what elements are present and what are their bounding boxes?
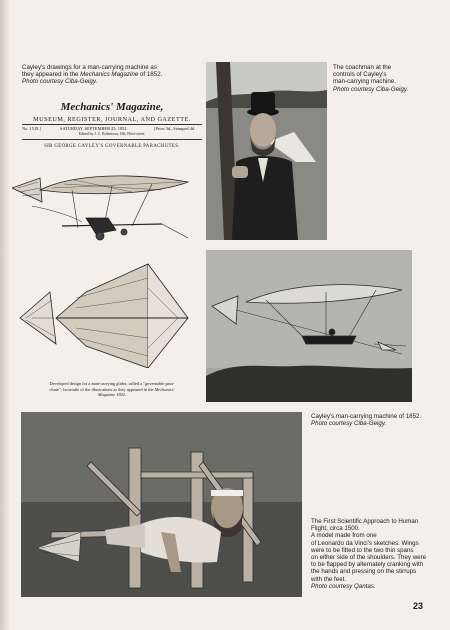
photo-credit: Photo courtesy Ciba-Geigy. — [333, 85, 409, 93]
divider — [22, 124, 202, 125]
page-number: 23 — [413, 601, 424, 611]
masthead-date: SATURDAY, SEPTEMBER 25, 1852. — [60, 126, 128, 131]
caption-line: the hands and pressing on the stirrups — [311, 568, 417, 576]
divider — [22, 139, 202, 140]
caption-line: Cayley's man-carrying machine of 1852. — [311, 413, 422, 420]
caption-glider-design — [22, 381, 202, 398]
caption-emphasis: Mechanics' — [154, 386, 175, 392]
masthead-headline: SIR GEORGE CAYLEY'S GOVERNABLE PARACHUTES. — [44, 144, 180, 149]
caption-line: Developed design for a man-carrying glider, called a "governable para- — [49, 381, 175, 386]
photo-machine-1852 — [206, 250, 412, 402]
caption-text: they appeared in the — [22, 71, 81, 79]
caption-line: controls of Cayley's — [333, 71, 387, 79]
photo-credit: Photo courtesy Qantas. — [311, 582, 376, 590]
magazine-masthead — [22, 101, 202, 153]
engraving-top-view-drawing — [16, 258, 198, 368]
engraving-side-view-drawing — [12, 166, 200, 244]
engraving-side-view — [12, 166, 200, 244]
caption-line: The coachman at the — [333, 64, 392, 71]
photo-leonardo-model — [21, 412, 302, 597]
caption-title: The First Scientific Approach to Human — [311, 518, 419, 525]
masthead-title: Mechanics' Magazine, — [60, 101, 164, 113]
caption-line: of Leonardo da Vinci's sketches. Wings — [311, 539, 419, 547]
caption-text: of 1852. — [138, 71, 163, 79]
caption-leonardo — [311, 518, 445, 590]
caption-line: A model made from one — [311, 532, 377, 540]
caption-line: with the feet. — [311, 575, 347, 583]
caption-title: Flight, circa 1500. — [311, 525, 360, 533]
caption-emphasis: Mechanics Magazine — [80, 71, 139, 79]
caption-coachman — [333, 64, 443, 93]
caption-text: chute"; facsimile of the illustrations as they appeared in the — [49, 386, 155, 392]
photo-credit: Photo courtesy Ciba-Geigy. — [311, 420, 387, 428]
caption-magazine-drawings — [22, 64, 202, 86]
caption-line: on either side of the shoulders. They were — [311, 554, 427, 562]
photo-machine-1852-image — [206, 250, 412, 402]
caption-line: Cayley's drawings for a man-carrying machine as — [22, 64, 157, 71]
caption-line: man-carrying machine. — [333, 78, 396, 86]
masthead-editor: Edited by J. C. Robertson, 166, Fleet-street. — [78, 132, 146, 136]
page-spine-shadow — [0, 0, 9, 630]
caption-line: Magazine 1852. — [97, 392, 127, 398]
masthead-price: [Price 3d., Stamped 4d. — [154, 126, 196, 131]
caption-line: to be flapped by alternately cranking with — [311, 561, 424, 569]
caption-machine-1852 — [311, 413, 445, 427]
caption-line: were to be fitted to the two thin spans — [311, 546, 414, 554]
photo-credit: Photo courtesy Ciba-Geigy. — [22, 78, 98, 86]
engraving-top-view — [16, 258, 198, 368]
photo-coachman — [206, 62, 327, 240]
masthead-number: No. 1518.] — [22, 126, 41, 131]
photo-leonardo-model-image — [21, 412, 302, 597]
masthead-subtitle: MUSEUM, REGISTER, JOURNAL, AND GAZETTE. — [33, 116, 191, 123]
photo-coachman-image — [206, 62, 327, 240]
